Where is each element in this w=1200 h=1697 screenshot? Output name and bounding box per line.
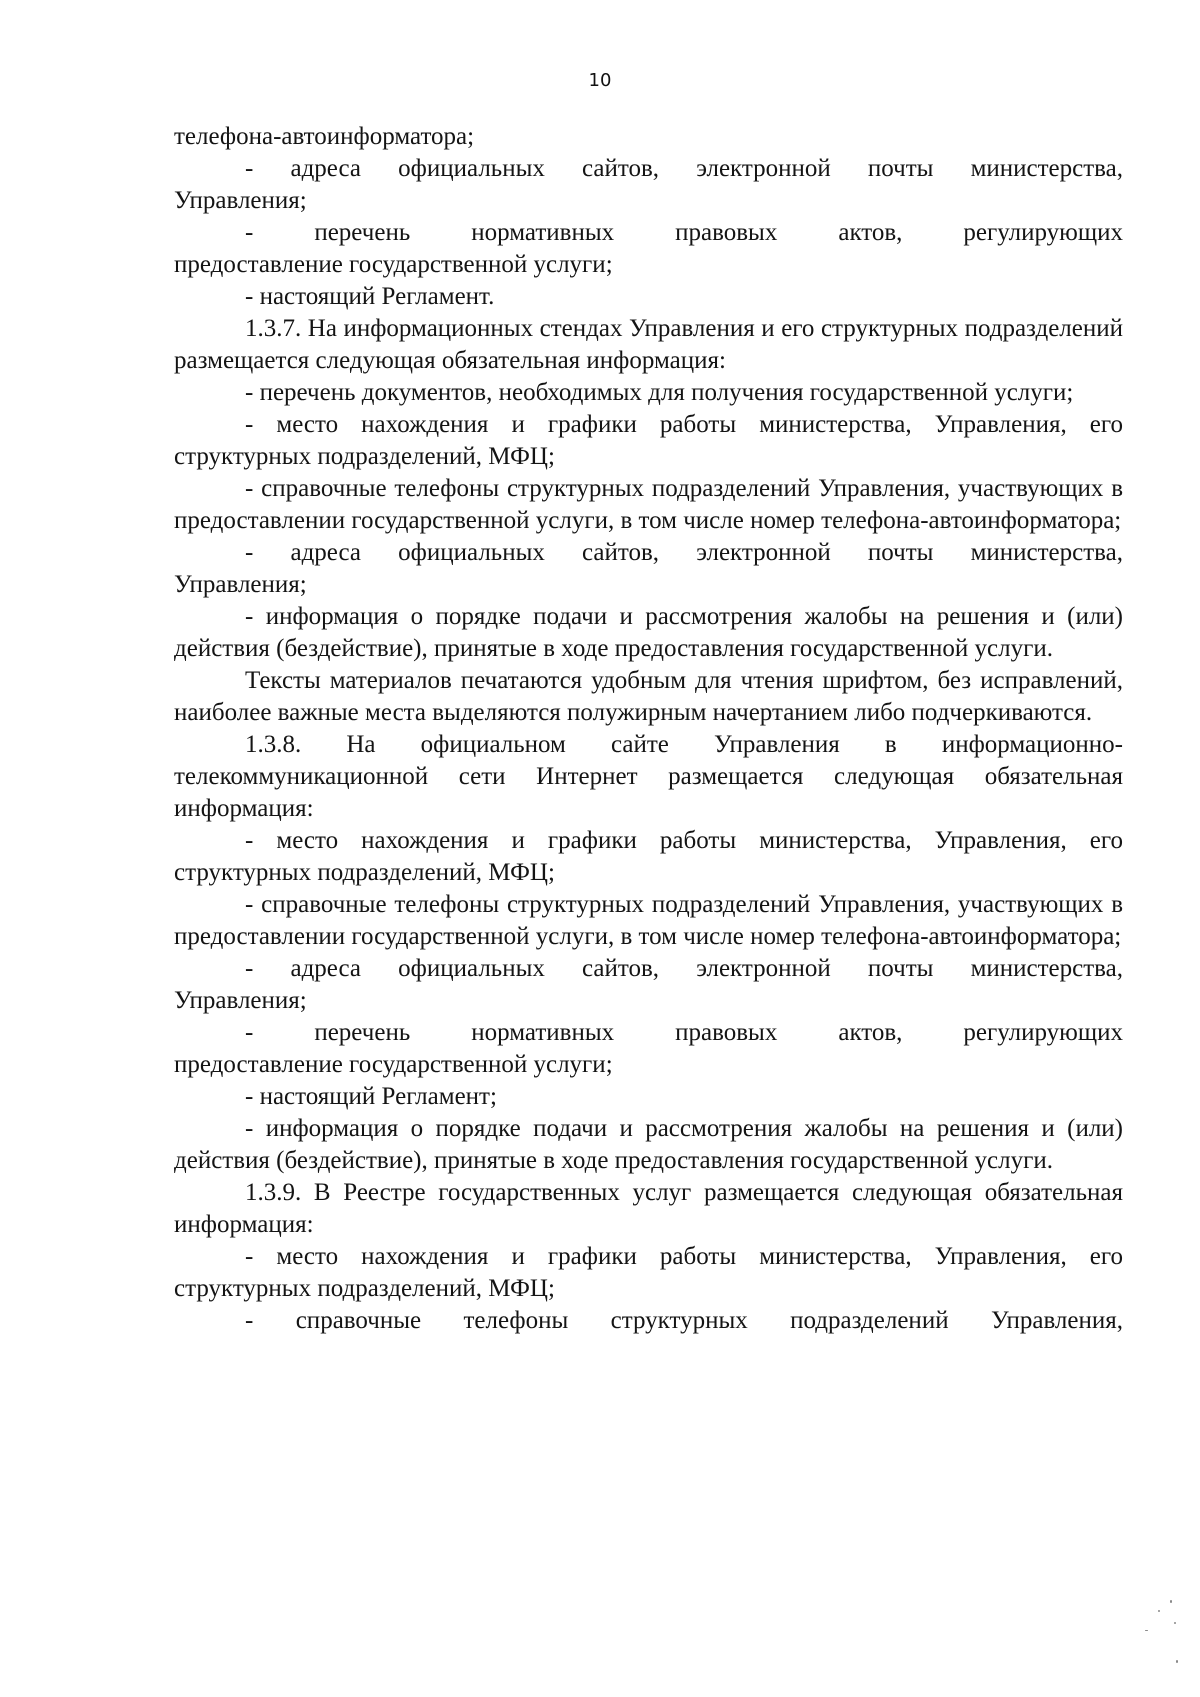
section-paragraph: 1.3.7. На информационных стендах Управления и его структурных подразделений размещается следующая обязательная информация:: [174, 315, 1123, 374]
list-item: - информация о порядке подачи и рассмотрения жалобы на решения и (или) действия (бездействие), принятые в ходе предоставления государственной услуги.: [174, 1115, 1123, 1174]
scan-speck: [1145, 1630, 1148, 1631]
paragraph: телефона-автоинформатора;: [174, 123, 475, 150]
list-item: - настоящий Регламент;: [245, 1083, 497, 1110]
paragraph: предоставление государственной услуги;: [174, 251, 613, 278]
list-item: - адреса официальных сайтов, электронной почты министерства,: [245, 539, 1123, 566]
document-body: [174, 121, 1123, 1337]
list-item: - настоящий Регламент.: [245, 283, 495, 310]
paragraph: Управления;: [174, 187, 307, 214]
list-item: - информация о порядке подачи и рассмотрения жалобы на решения и (или) действия (бездействие), принятые в ходе предоставления государственной услуги.: [174, 603, 1123, 662]
list-item: - перечень нормативных правовых актов, регулирующих: [245, 219, 1123, 246]
section-paragraph: 1.3.9. В Реестре государственных услуг размещается следующая обязательная информация:: [174, 1179, 1123, 1238]
list-item: - справочные телефоны структурных подразделений Управления, участвующих в предоставлении государственной услуги, в том числе номер телефона-автоинформатора;: [174, 891, 1123, 950]
list-item: - перечень нормативных правовых актов, регулирующих: [245, 1019, 1123, 1046]
scan-speck: [1158, 1610, 1160, 1612]
list-item: - справочные телефоны структурных подразделений Управления, участвующих в предоставлении государственной услуги, в том числе номер телефона-автоинформатора;: [174, 475, 1123, 534]
list-item: - адреса официальных сайтов, электронной почты министерства,: [245, 155, 1123, 182]
list-item: - место нахождения и графики работы министерства, Управления, его структурных подразделений, МФЦ;: [174, 1243, 1123, 1302]
paragraph: предоставление государственной услуги;: [174, 1051, 613, 1078]
list-item: - справочные телефоны структурных подразделений Управления,: [245, 1307, 1123, 1334]
list-item: - адреса официальных сайтов, электронной почты министерства,: [245, 955, 1123, 982]
list-item: - место нахождения и графики работы министерства, Управления, его структурных подразделений, МФЦ;: [174, 827, 1123, 886]
page-number: 10: [588, 70, 612, 91]
list-item: - перечень документов, необходимых для получения государственной услуги;: [245, 379, 1074, 406]
paragraph: Управления;: [174, 987, 307, 1014]
paragraph: телекоммуникационной сети Интернет размещается следующая обязательная информация:: [174, 763, 1123, 822]
scan-speck: [1170, 1600, 1172, 1603]
paragraph: Управления;: [174, 571, 307, 598]
scan-speck: [1174, 1622, 1176, 1624]
list-item: - место нахождения и графики работы министерства, Управления, его структурных подразделений, МФЦ;: [174, 411, 1123, 470]
section-paragraph: 1.3.8. На официальном сайте Управления в информационно-: [245, 731, 1123, 758]
scan-speck: [1176, 1660, 1178, 1663]
paragraph: Тексты материалов печатаются удобным для чтения шрифтом, без исправлений, наиболее важные места выделяются полужирным начертанием либо подчеркиваются.: [174, 667, 1123, 726]
